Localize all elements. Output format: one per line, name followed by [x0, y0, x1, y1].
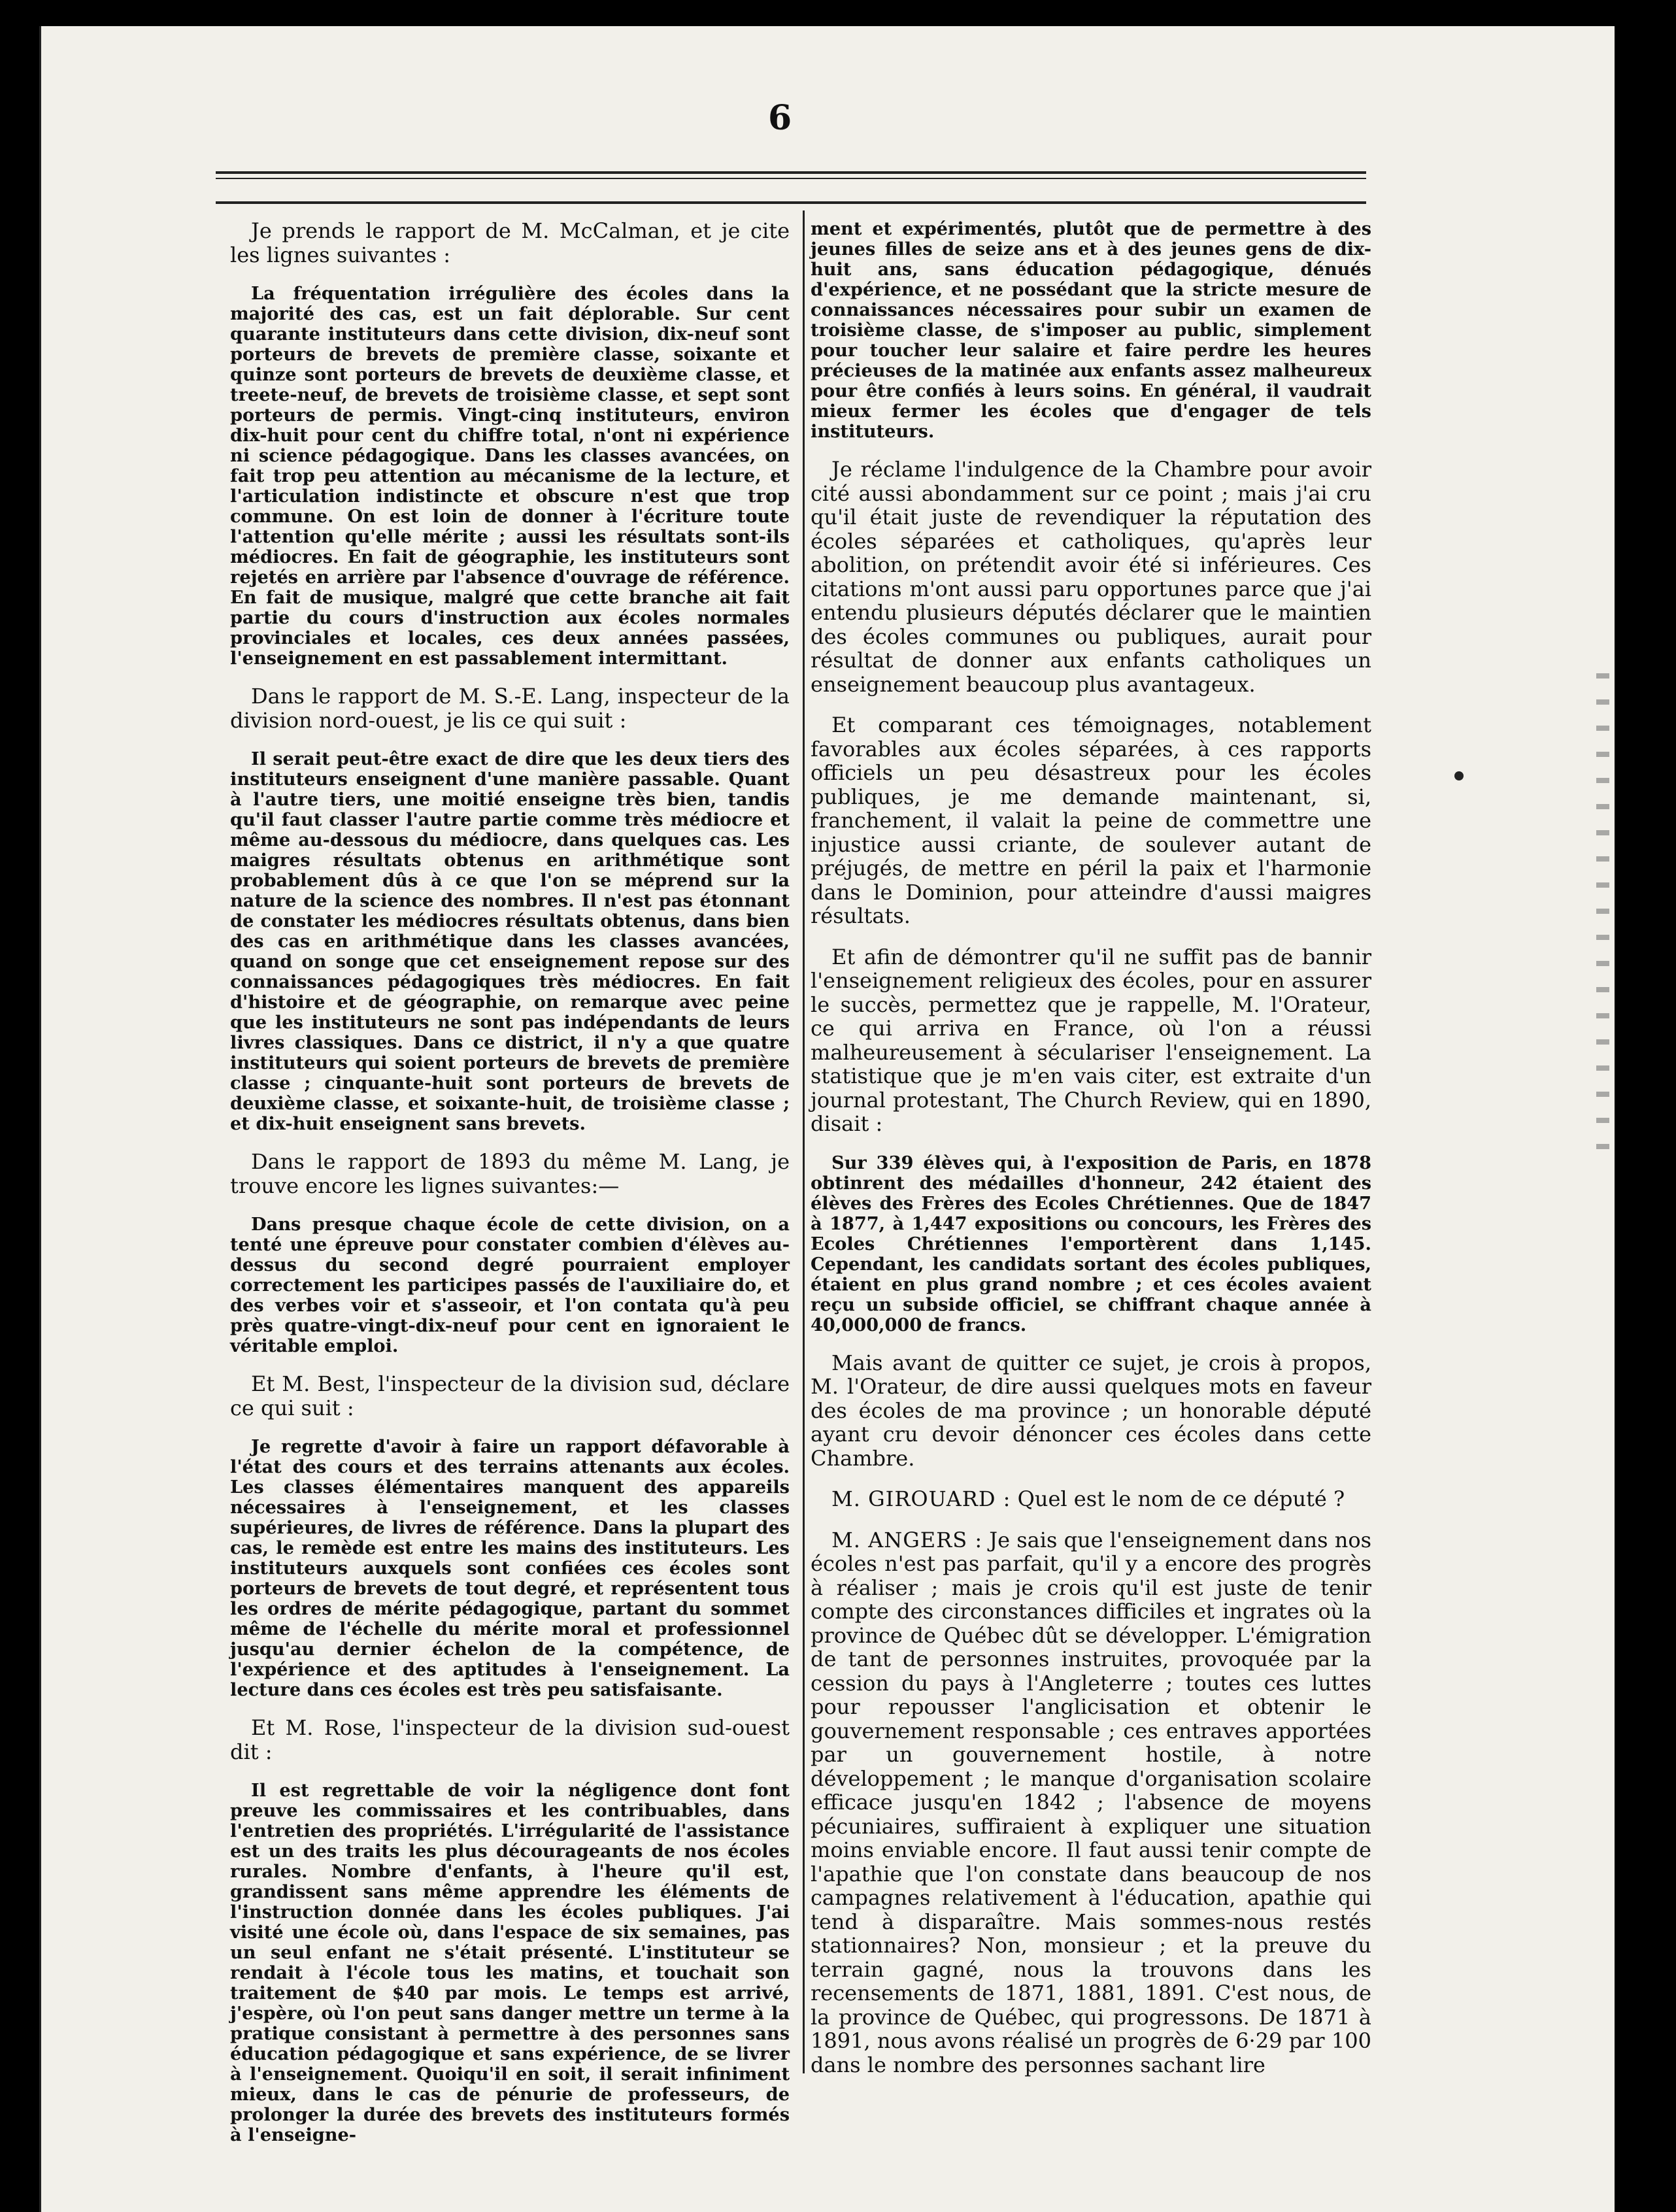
scan-edge-marks — [1596, 673, 1609, 1170]
paragraph: Et comparant ces témoignages, notablement favorables aux écoles séparées, à ces rapports officiels un peu désastreux pour les écoles publiques, je me demande maintenant, si, franchement, il valait la peine de commettre une injustice aussi criante, de soulever autant de préjugés, de mettre en péril la paix et l'harmonie dans le Dominion, pour atteindre d'aussi maigres résultats. — [811, 712, 1371, 928]
paragraph: Et M. Rose, l'inspecteur de la division sud-ouest dit : — [230, 1715, 790, 1764]
speaker-name: M. ANGERS : — [831, 1527, 983, 1552]
quotation: Dans presque chaque école de cette division, on a tenté une épreuve pour constater combien d'élèves au-dessus du second degré pourraient employer correctement les participes passés de l'auxiliaire do, et des verbes voir et s'asseoir, et l'on contata qu'à peu près quatre-vingt-dix-neuf pour cent en ignoraient le véritable emploi. — [230, 1214, 790, 1356]
quotation: Il serait peut-être exact de dire que les deux tiers des instituteurs enseignent d'une manière passable. Quant à l'autre tiers, une moitié enseigne très bien, tandis qu'il faut classer l'autre partie comme très médiocre et même au-dessous du médiocre, dans quelques cas. Les maigres résultats obtenus en arithmétique sont probablement dûs à ce que l'on se méprend sur la nature de la science des nombres. Il n'est pas étonnant de constater les médiocres résultats obtenus, dans bien des cas en arithmétique dans les classes avancées, quand on songe que cet enseignement repose sur des connaissances pédagogiques très médiocres. En fait d'histoire et de géographie, on remarque avec peine que les instituteurs ne sont pas indépendants de leurs livres classiques. Dans ce district, il n'y a que quatre instituteurs qui soient porteurs de brevets de première classe ; cinquante-huit sont porteurs de brevets de deuxième classe, et soixante-huit, de troisième classe ; et dix-huit enseignent sans brevets. — [230, 748, 790, 1134]
paragraph: Mais avant de quitter ce sujet, je crois à propos, M. l'Orateur, de dire aussi quelques mots en faveur des écoles de ma province ; un honorable député ayant cru devoir dénoncer ces écoles dans cette Chambre. — [811, 1350, 1371, 1471]
paragraph: Je réclame l'indulgence de la Chambre pour avoir cité aussi abondamment sur ce point ; mais j'ai cru qu'il était juste de revendiquer la réputation des écoles séparées et catholiques, qu'après leur abolition, on prétendit avoir été si inférieures. Ces citations m'ont aussi paru opportunes parce que j'ai entendu plusieurs députés déclarer que le maintien des écoles communes ou publiques, aurait pour résultat de donner aux enfants catholiques un enseignement beaucoup plus avantageux. — [811, 457, 1371, 697]
speech-paragraph — [811, 1528, 1371, 2077]
right-column — [811, 219, 1371, 2094]
quotation: Il est regrettable de voir la négligence dont font preuve les commissaires et les contribuables, dans l'entretien des propriétés. L'irrégularité de l'assistance est un des traits les plus décourageants de nos écoles rurales. Nombre d'enfants, à l'heure qu'il est, grandissent sans même apprendre les éléments de l'instruction donnée dans les écoles publiques. J'ai visité une école où, dans l'espace de six semaines, pas un seul enfant ne s'était présenté. L'instituteur se rendait à l'école tous les matins, et touchait son traitement de $40 par mois. Le temps est arrivé, j'espère, où l'on peut sans danger mettre un terme à la pratique consistant à permettre à des personnes sans éducation pédagogique et sans expérience, de se livrer à l'enseignement. Quoiqu'il en soit, il serait infiniment mieux, dans le cas de pénurie de professeurs, de prolonger la durée des brevets des instituteurs formés à l'enseigne- — [230, 1780, 790, 2145]
left-column — [230, 219, 790, 2161]
speech-text: Quel est le nom de ce député ? — [1011, 1486, 1345, 1511]
quotation-continued: ment et expérimentés, plutôt que de permettre à des jeunes filles de seize ans et à des jeunes gens de dix-huit ans, sans éducation pédagogique, dénués d'expérience, et ne possédant que la stricte mesure de connaissances nécessaires pour subir un examen de troisième classe, de s'imposer au public, simplement pour toucher leur salaire et faire perdre les heures précieuses de la matinée aux enfants assez malheureux pour être confiés à leurs soins. En général, il vaudrait mieux fermer les écoles que d'engager de tels instituteurs. — [811, 218, 1371, 442]
paragraph: Et M. Best, l'inspecteur de la division sud, déclare ce qui suit : — [230, 1371, 790, 1420]
paragraph: Et afin de démontrer qu'il ne suffit pas de bannir l'enseignement religieux des écoles, pour en assurer le succès, permettez que je rappelle, M. l'Orateur, ce qui arriva en France, où l'on a réussi malheureusement à séculariser l'enseignement. La statistique que je m'en vais citer, est extraite d'un journal protestant, The Church Review, qui en 1890, disait : — [811, 944, 1371, 1136]
paragraph: Dans le rapport de 1893 du même M. Lang, je trouve encore les lignes suivantes:— — [230, 1149, 790, 1198]
header-rule — [216, 171, 1366, 174]
page-number: 6 — [768, 98, 792, 138]
quotation: Je regrette d'avoir à faire un rapport défavorable à l'état des cours et des terrains attenants aux écoles. Les classes élémentaires manquent des appareils nécessaires à l'enseignement, et les classes supérieures, de livres de référence. Dans la plupart des cas, le remède est entre les mains des instituteurs. Les instituteurs auxquels sont confiées ces écoles sont porteurs de brevets de tout degré, et représentent tous les ordres de mérite pédagogique, partant du sommet même de l'échelle du mérite moral et professionnel jusqu'au dernier échelon de la compétence, de l'expérience et des aptitudes à l'enseignement. La lecture dans ces écoles est très peu satisfaisante. — [230, 1436, 790, 1700]
paragraph: Dans le rapport de M. S.-E. Lang, inspecteur de la division nord-ouest, je lis ce qui suit : — [230, 684, 790, 733]
quotation: Sur 339 élèves qui, à l'exposition de Paris, en 1878 obtinrent des médailles d'honneur, 242 étaient des élèves des Frères des Ecoles Chrétiennes. Que de 1847 à 1877, à 1,447 expositions ou concours, les Frères des Ecoles Chrétiennes l'emportèrent dans 1,145. Cependant, les candidats sortant des écoles publiques, étaient en plus grand nombre ; et ces écoles avaient reçu un subside officiel, se chiffrant chaque année à 40,000,000 de francs. — [811, 1152, 1371, 1335]
scan-border — [1615, 0, 1676, 2212]
quotation: La fréquentation irrégulière des écoles dans la majorité des cas, est un fait déplorable. Sur cent quarante instituteurs dans cette division, dix-neuf sont porteurs de brevets de première classe, soixante et quinze sont porteurs de brevets de deuxième classe, et treete-neuf, de brevets de troisième classe, et sept sont porteurs de permis. Vingt-cinq instituteurs, environ dix-huit pour cent du chiffre total, n'ont ni expérience ni science pédagogique. Dans les classes avancées, on fait trop peu attention au mécanisme de la lecture, et l'articulation indistincte et obscure n'est que trop commune. On est loin de donner à l'écriture toute l'attention qu'elle mérite ; aussi les résultats sont-ils médiocres. En fait de géographie, les instituteurs sont rejetés en arrière par l'absence d'ouvrage de référence. En fait de musique, malgré que cette branche ait fait partie du cours d'instruction aux écoles normales provinciales et locales, ces deux années passées, l'enseignement en est passablement intermittant. — [230, 283, 790, 669]
column-divider — [803, 210, 805, 2073]
column-top-rule — [216, 201, 1366, 204]
speaker-name: M. GIROUARD : — [831, 1486, 1011, 1511]
header-rule — [216, 178, 1366, 179]
ink-dot — [1454, 771, 1464, 780]
speech-text: Je sais que l'enseignement dans nos écoles n'est pas parfait, qu'il y a encore des progrès à réaliser ; mais je crois qu'il est juste de tenir compte des circonstances difficiles et ingrates où la province de Québec dût se développer. L'émigration de tant de personnes instruites, provoquée par la cession du pays à l'Angleterre ; toutes ces luttes pour repousser l'anglicisation et obtenir le gouvernement responsable ; ces entraves apportées par un gouvernement hostile, à notre développement ; le manque d'organisation scolaire efficace jusqu'en 1842 ; l'absence de moyens pécuniaires, suffiraient à expliquer une situation moins enviable encore. Il faut aussi tenir compte de l'apathie que l'on constate dans beaucoup de nos campagnes relativement à l'éducation, apathie qui tend à disparaître. Mais sommes-nous restés stationnaires? Non, monsieur ; et la preuve du terrain gagné, nous la trouvons dans les recensements de 1871, 1881, 1891. C'est nous, de la province de Québec, qui progressons. De 1871 à 1891, nous avons réalisé un progrès de 6·29 par 100 dans le nombre des personnes sachant lire — [811, 1527, 1371, 2077]
paragraph: Je prends le rapport de M. McCalman, et je cite les lignes suivantes : — [230, 218, 790, 267]
speech-paragraph — [811, 1487, 1371, 1511]
